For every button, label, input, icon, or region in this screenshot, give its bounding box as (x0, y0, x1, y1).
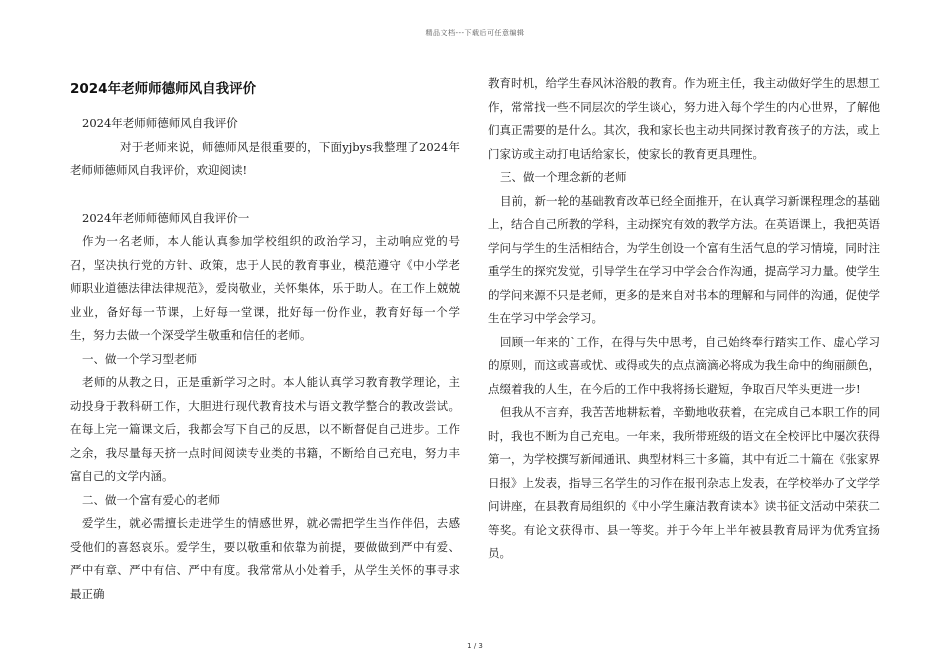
section-heading: 2024年老师师德师风自我评价一 (82, 210, 250, 225)
spacer (70, 183, 460, 207)
paragraph: 作为一名老师，本人能认真参加学校组织的政治学习，主动响应党的号召，坚决执行党的方针、政策，忠于人民的教育事业，模范遵守《中小学老师职业道德法律法律规范》，爱岗敬业，关怀集体，乐于助人。在工作上兢兢业业，备好每一节课，上好每一堂课，批好每一份作业，教育好每一个学生，努力去做一个深受学生敬重和信任的老师。 (70, 234, 460, 342)
paragraph: 教育时机，给学生春风沐浴般的教育。作为班主任，我主动做好学生的思想工作，常常找一些不同层次的学生谈心，努力进入每个学生的内心世界，了解他们真正需要的是什么。其次，我和家长也主动共同探讨教育孩子的方法，或上门家访或主动打电话给家长，使家长的教育更具理性。 (488, 76, 880, 161)
page-header: 精品文档---下载后可任意编辑 (425, 29, 525, 37)
paragraph: 目前，新一轮的基础教育改革已经全面推开，在认真学习新课程理念的基础上，结合自己所教的学科，主动探究有效的教学方法。在英语课上，我把英语学问与学生的生活相结合，为学生创设一个富有生活气息的学习情境，同时注重学生的探究发觉，引导学生在学习中学会合作沟通，提高学习力量。使学生的学问来源不只是老师，更多的是来自对书本的理解和与同伴的沟通，促使学生在学习中学会学习。 (488, 193, 880, 325)
left-column (70, 72, 460, 606)
section-heading: 三、做一个理念新的老师 (500, 170, 627, 184)
section-heading: 一、做一个学习型老师 (82, 351, 197, 366)
section-heading: 二、做一个富有爱心的老师 (82, 492, 220, 507)
right-column (488, 72, 880, 566)
page-number: 1 / 3 (467, 642, 483, 650)
paragraph: 老师的从教之日，正是重新学习之时。本人能认真学习教育教学理论，主动投身于教科研工作，大胆进行现代教育技术与语文教学整合的教改尝试。在每上完一篇课文后，我都会写下自己的反思，以不断督促自己进步。工作之余，我尽量每天挤一点时间阅读专业类的书籍，不断给自己充电，努力丰富自己的文学内涵。 (70, 375, 460, 483)
subtitle: 2024年老师师德师风自我评价 (82, 116, 238, 130)
paragraph: 但我从不言弃，我苦苦地耕耘着，辛勤地收获着，在完成自己本职工作的同时，我也不断为自己充电。一年来，我所带班级的语文在全校评比中屡次获得第一，为学校撰写新闻通讯、典型材料三十多篇，其中有近二十篇在《张家界日报》上发表，指导三名学生的习作在报刊杂志上发表，在学校举办了文学学问讲座，在县教育局组织的《中小学生廉洁教育读本》读书征文活动中荣获二等奖。有论文获得市、县一等奖。并于今年上半年被县教育局评为优秀宜扬员。 (488, 405, 880, 560)
intro-paragraph: 对于老师来说，师德师风是很重要的，下面yjbys我整理了2024年老师师德师风自我评价，欢迎阅读! (70, 139, 460, 177)
document-title: 2024年老师师德师风自我评价 (70, 81, 257, 97)
paragraph: 回顾一年来的`工作，在得与失中思考，自己始终奉行踏实工作、虚心学习的原则，而这或喜或忧、或得或失的点点滴滴必将成为我生命中的绚丽颜色，点缀着我的人生，在今后的工作中我将扬长避短，争取百尺竿头更进一步! (488, 334, 880, 396)
paragraph: 爱学生，就必需擅长走进学生的情感世界，就必需把学生当作伴侣，去感受他们的喜怒哀乐。爱学生，要以敬重和依靠为前提，要做做到严中有爱、严中有章、严中有信、严中有度。我常常从小处着手，从学生关怀的事寻求最正确 (70, 516, 460, 601)
